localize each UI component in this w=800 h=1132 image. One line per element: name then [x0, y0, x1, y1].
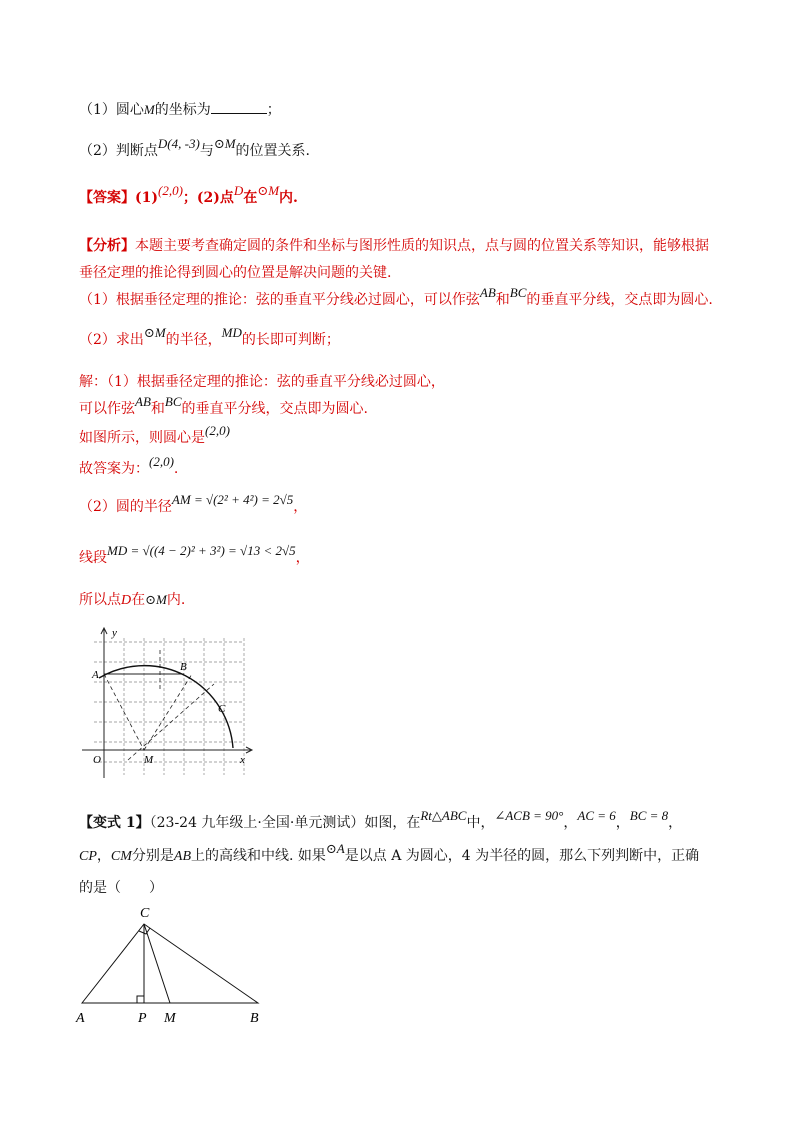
axis-label-x: x [240, 754, 245, 766]
label-m-base: M [164, 1011, 176, 1026]
answer-blank [211, 99, 267, 114]
question-1: （1）圆心M的坐标为 ； [79, 99, 281, 120]
label-m: M [144, 754, 154, 766]
label-o: O [93, 754, 101, 766]
variant-line-1: 【变式 1】（23-24 九年级上·全国·单元测试）如图，在Rt△ABC中，∠ACB = 90°，AC = 6，BC = 8， [79, 808, 683, 831]
label-a-left: A [76, 1011, 85, 1026]
axis-label-y: y [112, 627, 117, 639]
solution-line-5: （2）圆的半径AM = √(2² + 4²) = 2√5， [79, 492, 308, 515]
solution-line-2: 可以作弦AB和BC的垂直平分线，交点即为圆心. [79, 394, 368, 417]
coordinate-graph [72, 620, 262, 780]
solution-line-1: 解：（1）根据垂径定理的推论：弦的垂直平分线必过圆心， [79, 374, 445, 390]
label-b-right: B [250, 1011, 259, 1026]
label-p: P [138, 1011, 147, 1026]
triangle-abc [82, 924, 258, 1003]
label-c-top: C [140, 906, 150, 921]
axes [82, 628, 252, 778]
analysis-line-1: 【分析】本题主要考查确定圆的条件和坐标与图形性质的知识点，点与圆的位置关系等知识，能够根据 [79, 238, 709, 254]
answer-line: 【答案】(1)(2,0)；(2)点D在⊙M内. [79, 183, 298, 206]
question-2: （2）判断点D(4, -3)与⊙M的位置关系. [79, 136, 310, 159]
variant-line-2: CP，CM分别是AB上的高线和中线. 如果⊙A是以点 A 为圆心，4 为半径的圆，那么下列判断中，正确 [79, 841, 700, 864]
solution-line-4: 故答案为：(2,0). [79, 454, 179, 477]
analysis-line-2: 垂径定理的推论得到圆心的位置是解决问题的关键. [79, 265, 392, 281]
label-c: C [218, 703, 226, 715]
right-angle-mark-p [137, 996, 144, 1003]
label-a: A [92, 669, 99, 681]
circle-arc [99, 666, 233, 748]
solution-line-7: 所以点D在⊙M内. [79, 592, 186, 608]
solution-line-3: 如图所示，则圆心是(2,0) [79, 423, 230, 446]
triangle-diagram [70, 900, 270, 1030]
analysis-line-4: （2）求出⊙M的半径，MD的长即可判断； [79, 325, 340, 348]
analysis-line-3: （1）根据垂径定理的推论：弦的垂直平分线必过圆心，可以作弦AB和BC的垂直平分线，交点即为圆心. [79, 285, 713, 308]
label-b: B [180, 661, 187, 673]
median-cm [144, 924, 170, 1003]
solution-line-6: 线段MD = √((4 − 2)² + 3²) = √13 < 2√5， [79, 543, 310, 566]
variant-line-3: 的是（ ） [79, 880, 163, 896]
